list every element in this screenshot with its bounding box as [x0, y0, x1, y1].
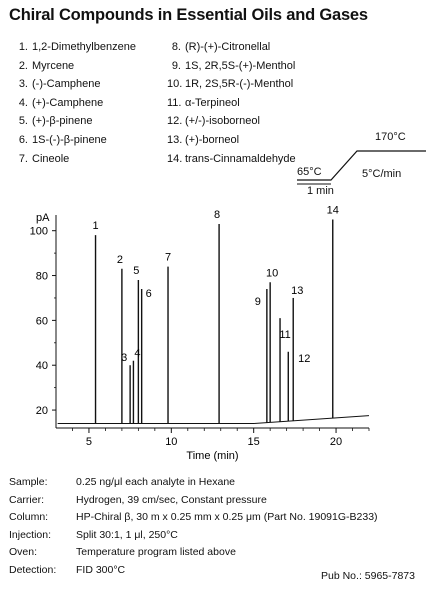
peak-label: 4 [134, 347, 141, 360]
peak-label: 14 [326, 204, 339, 217]
condition-value: FID 300°C [76, 563, 126, 576]
peak-label: 7 [164, 251, 172, 264]
list-item-name: Cineole [32, 152, 70, 165]
list-item-number: 13. [167, 133, 183, 146]
ramp-rate-label: 5°C/min [362, 168, 402, 180]
list-item-number: 8. [171, 41, 181, 53]
list-item-name: (+)-borneol [185, 133, 240, 146]
x-tick-label: 10 [165, 436, 178, 448]
y-tick-label: 40 [35, 360, 48, 373]
list-item-number: 7. [18, 152, 28, 165]
y-tick-label: 100 [29, 225, 48, 238]
chart-axes [30, 212, 369, 462]
list-item-number: 11. [167, 96, 182, 109]
y-tick-label: 20 [35, 405, 48, 418]
x-tick-label: 15 [247, 436, 260, 448]
start-temp-label: 65°C [297, 166, 322, 178]
final-temp-label: 170°C [375, 131, 406, 143]
list-item-name: (R)-(+)-Citronellal [185, 41, 271, 53]
condition-label: Carrier: [9, 493, 45, 506]
list-item-name: (+/-)-isoborneol [185, 115, 260, 128]
peak-label: 9 [254, 295, 261, 308]
list-item-name: (-)-Camphene [32, 78, 101, 91]
list-item-number: 5. [18, 115, 28, 128]
condition-label: Sample: [9, 476, 48, 488]
condition-label: Oven: [9, 546, 38, 559]
y-tick-label: 80 [35, 270, 48, 283]
hold-time-label: 1 min [307, 185, 334, 197]
list-item-number: 14. [167, 152, 183, 165]
list-item-number: 1. [18, 41, 28, 53]
list-item-name: trans-Cinnamaldehyde [185, 152, 296, 165]
condition-value: Temperature program listed above [76, 546, 236, 559]
condition-row [9, 544, 378, 562]
chart-baseline [58, 416, 369, 424]
peak-label: 13 [291, 284, 304, 297]
condition-label: Injection: [9, 528, 52, 541]
peak-label: 2 [116, 253, 123, 266]
peak-label: 12 [298, 352, 311, 365]
peak-label: 6 [145, 287, 152, 300]
peak-label: 5 [133, 265, 140, 278]
list-item-name: Myrcene [32, 59, 75, 72]
condition-label: Column: [9, 511, 49, 524]
list-item-number: 3. [18, 78, 28, 91]
conditions-block [9, 474, 378, 580]
y-tick-label: 60 [35, 315, 48, 328]
list-item-name: 1R, 2S,5R-(-)-Menthol [185, 78, 294, 91]
list-item-name: 1S, 2R,5S-(+)-Menthol [185, 59, 296, 72]
peak-label: 1 [92, 220, 99, 233]
condition-value: HP-Chiral β, 30 m x 0.25 mm x 0.25 μm (Part No. 19091G-B233) [76, 511, 378, 524]
peak-label: 10 [266, 267, 279, 280]
peak-label: 8 [214, 208, 221, 221]
peak-label: 3 [121, 352, 128, 365]
list-item-name: 1S-(-)-β-pinene [32, 133, 107, 146]
list-item-number: 10. [167, 78, 183, 91]
list-item-number: 2. [18, 59, 28, 72]
condition-value: Hydrogen, 39 cm/sec, Constant pressure [76, 493, 267, 506]
chart-labels [92, 204, 338, 364]
x-tick-label: 20 [329, 436, 343, 448]
publication-number: Pub No.: 5965-7873 [321, 570, 415, 582]
condition-row [9, 474, 378, 492]
x-axis-label: Time (min) [186, 450, 239, 462]
list-item-number: 4. [18, 96, 28, 109]
condition-value: 0.25 ng/μl each analyte in Hexane [76, 476, 235, 488]
condition-row [9, 509, 378, 527]
y-axis-label: pA [36, 212, 50, 224]
peak-label: 11 [279, 329, 291, 342]
chart-trace [58, 219, 369, 423]
list-item-number: 6. [18, 133, 28, 146]
page-title: Chiral Compounds in Essential Oils and Gases [9, 6, 368, 24]
condition-label: Detection: [9, 563, 57, 576]
list-item-number: 9. [171, 59, 181, 72]
condition-value: Split 30:1, 1 μl, 250°C [76, 528, 178, 541]
condition-row [9, 492, 378, 510]
x-tick-label: 5 [85, 436, 93, 448]
condition-row [9, 527, 378, 545]
list-item-name: 1,2-Dimethylbenzene [32, 41, 136, 53]
list-item-name: α-Terpineol [185, 96, 240, 109]
list-item-name: (+)-β-pinene [32, 115, 93, 128]
list-item-number: 12. [167, 115, 183, 128]
list-item-name: (+)-Camphene [32, 96, 104, 109]
